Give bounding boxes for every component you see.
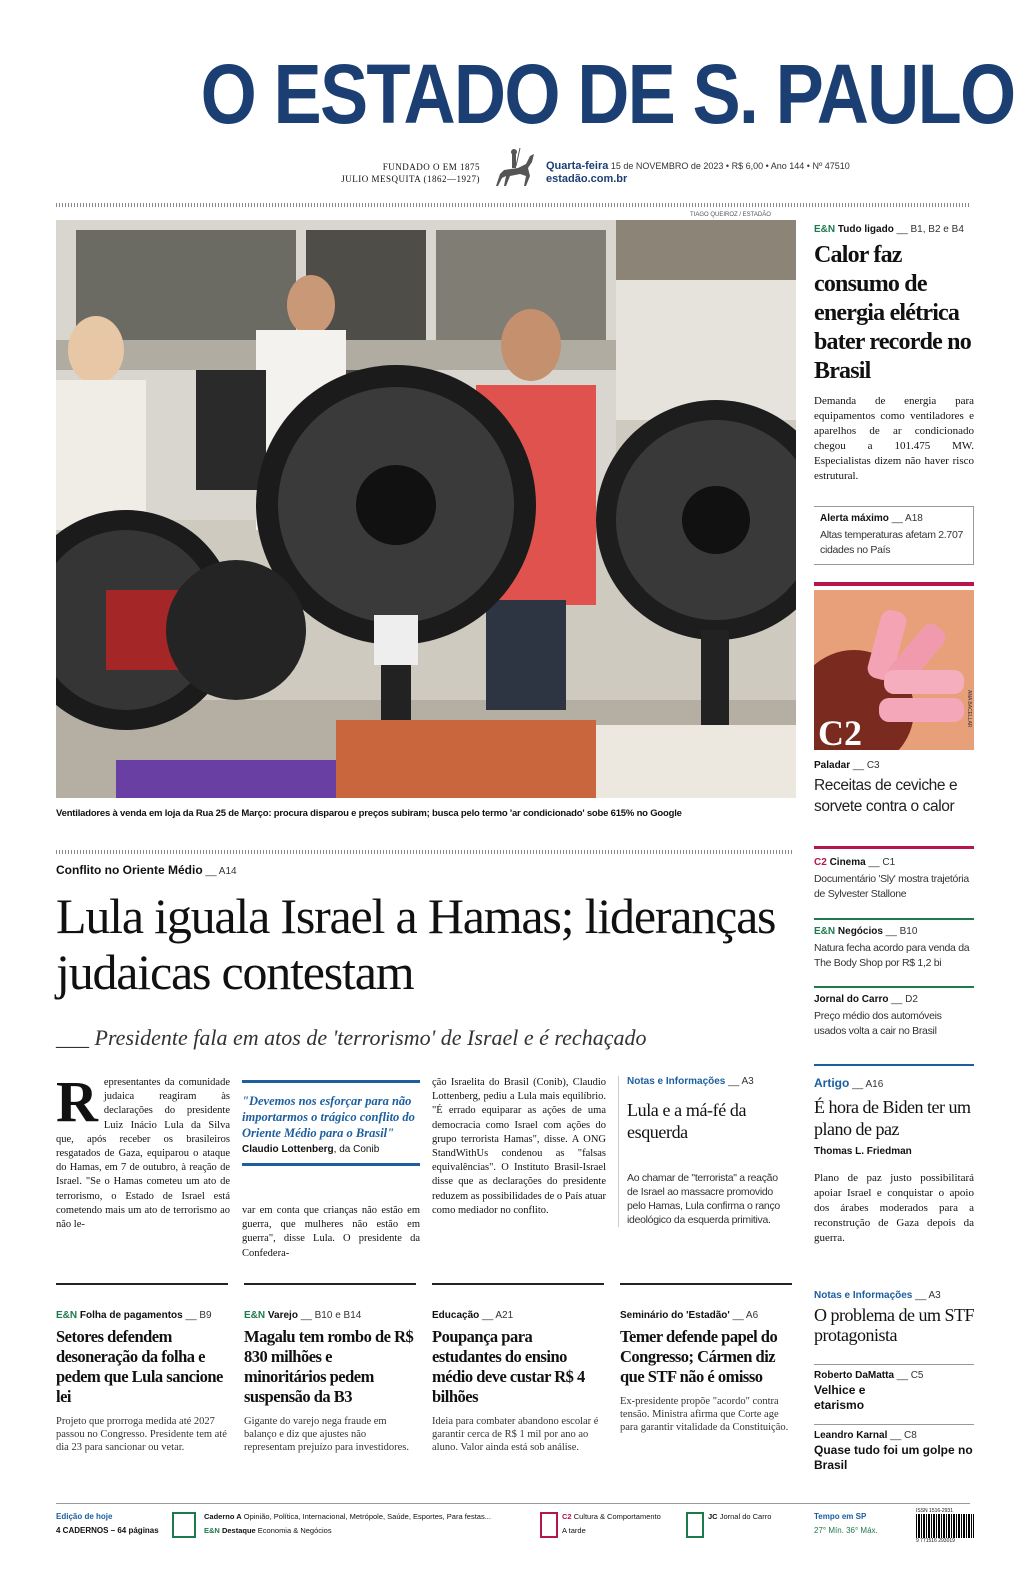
main-deck: ___ Presidente fala em atos de 'terrorismo' de Israel e é rechaçado	[56, 1025, 647, 1050]
story-headline[interactable]: Magalu tem rombo de R$ 830 milhões e minoritários pedem suspensão da B3	[244, 1327, 414, 1406]
right-lead-story[interactable]	[814, 224, 974, 484]
page-ref: __ A14	[205, 866, 237, 877]
section-tag: E&N	[814, 926, 836, 937]
story-headline[interactable]: Lula e a má-fé da esquerda	[627, 1100, 747, 1142]
cinema-story[interactable]	[814, 857, 974, 902]
main-headline[interactable]: Lula iguala Israel a Hamas; lideranças judaicas contestam	[56, 888, 776, 1000]
c2-caderno-icon	[540, 1512, 558, 1538]
quote-attribution: Claudio Lottenberg, da Conib	[242, 1144, 380, 1155]
notas-sidebar[interactable]	[618, 1076, 788, 1227]
page-ref: __ B10 e B14	[300, 1310, 362, 1321]
negocios-divider	[814, 918, 974, 920]
masthead-divider	[56, 203, 970, 207]
artigo-divider	[814, 1064, 974, 1066]
popsicle-photo	[814, 590, 974, 750]
author-name: Thomas L. Friedman	[814, 1146, 912, 1157]
artigo-story[interactable]	[814, 1076, 974, 1246]
story-summary: Plano de paz justo possibilitará apoiar Israel e conquistar o apoio dos árabes moderados para a reconstrução de Gaza depois da guerra.	[814, 1172, 974, 1244]
pull-quote	[242, 1080, 420, 1166]
story-kicker: Educação	[432, 1310, 480, 1321]
column-headline[interactable]: Velhice e etarismo	[814, 1383, 866, 1412]
section-tag: E&N	[56, 1310, 78, 1321]
carro-divider	[814, 986, 974, 988]
columnist-divider	[814, 1424, 974, 1425]
edition-info: Edição de hoje 4 CADERNOS – 64 páginas	[56, 1512, 159, 1535]
karnal-column[interactable]	[814, 1430, 974, 1473]
page-ref: __ B9	[185, 1310, 212, 1321]
masthead	[0, 0, 1024, 200]
main-body-col1: Representantes da comunidade judaica reagiram às declarações do presidente Luiz Inácio Lula da Silva que, após receber os brasileiros resgatados de Gaza, equiparou o ataque do Hamas, em 7 de outubro, à reação de Israel. "Se o Hamas cometeu um ato de terrorismo, o Estado de Israel está cometendo mais um ato de terrorismo ao não le-	[56, 1069, 230, 1231]
story-summary: Ex-presidente propõe "acordo" contra tensão. Ministra afirma que Corte age para garantir vitalidade da Constituição.	[620, 1396, 789, 1433]
page-ref: __ C1	[868, 857, 896, 868]
page-ref: __ A21	[482, 1310, 514, 1321]
main-body-col2: var em conta que crianças não estão em guerra, que mulheres não estão em guerra", disse Lula. O presidente da Confedera-	[242, 1205, 420, 1259]
weather-info: Tempo em SP 27° Mín. 36° Máx.	[814, 1512, 878, 1535]
story-divider	[432, 1283, 604, 1285]
story-kicker: Varejo	[267, 1310, 298, 1321]
lead-photo	[56, 220, 796, 798]
c2-divider	[814, 582, 974, 586]
alert-text: Altas temperaturas afetam 2.707 cidades no País	[820, 529, 964, 556]
story-headline[interactable]: Receitas de ceviche e sorvete contra o calor	[814, 777, 958, 815]
negocios-story[interactable]	[814, 926, 974, 971]
founded-line: FUNDADO O EM 1875 JULIO MESQUITA (1862—1927)	[341, 162, 480, 184]
quote-text: "Devemos nos esforçar para não importarmos o trágico conflito do Oriente Médio para o Brasil"	[242, 1094, 415, 1140]
page-ref: __ B10	[885, 926, 918, 937]
page-ref: __ A6	[732, 1310, 759, 1321]
author-name: Leandro Karnal	[814, 1430, 888, 1441]
story-summary: Gigante do varejo nega fraude em balanço e diz que ajustes não representam prejuízo para investidores.	[244, 1416, 410, 1453]
cinema-divider	[814, 846, 974, 849]
story-kicker: Notas e Informações	[814, 1290, 913, 1301]
main-story-divider	[56, 850, 794, 854]
bottom-story-4[interactable]	[620, 1310, 792, 1434]
bottom-story-1[interactable]	[56, 1310, 228, 1454]
page-ref: __ C3	[852, 760, 880, 771]
story-kicker: Folha de pagamentos	[79, 1310, 183, 1321]
bottom-story-2[interactable]	[244, 1310, 416, 1454]
page-ref: __ A3	[915, 1290, 941, 1301]
story-divider	[620, 1283, 792, 1285]
section-tag: E&N	[814, 224, 836, 235]
page-ref: __ C8	[890, 1430, 917, 1441]
story-text: Documentário 'Sly' mostra trajetória de Sylvester Stallone	[814, 873, 969, 900]
section-tag: C2	[814, 857, 827, 868]
story-kicker: Artigo	[814, 1076, 850, 1090]
jc-caderno-icon	[686, 1512, 704, 1538]
story-summary: Demanda de energia para equipamentos como ventiladores e aparelhos de ar condicionado chegou a 101.475 MW. Especialistas dizem não haver risco estrutural.	[814, 395, 974, 482]
barcode: ISSN 1516-2931 9 771516 293019	[916, 1508, 974, 1548]
jc-caderno-info[interactable]: JC Jornal do Carro	[708, 1512, 772, 1521]
footer-divider	[56, 1503, 970, 1504]
story-divider	[56, 1283, 228, 1285]
story-kicker: Tudo ligado	[837, 224, 894, 235]
story-summary: Projeto que prorroga medida até 2027 passou no Congresso. Presidente tem até dia 23 para sancionar ou vetar.	[56, 1416, 227, 1453]
section-tag: E&N	[244, 1310, 266, 1321]
story-headline[interactable]: Poupança para estudantes do ensino médio deve custar R$ 4 bilhões	[432, 1327, 585, 1406]
carro-story[interactable]	[814, 994, 974, 1039]
story-kicker: Cinema	[829, 857, 866, 868]
notas-story[interactable]	[814, 1290, 974, 1345]
story-kicker: Negócios	[837, 926, 883, 937]
story-headline[interactable]: Setores defendem desoneração da folha e pedem que Lula sancione lei	[56, 1327, 223, 1406]
c2-caderno-info[interactable]: C2 Cultura & Comportamento A tarde	[562, 1512, 661, 1535]
alert-box[interactable]	[814, 506, 974, 565]
story-headline[interactable]: Temer defende papel do Congresso; Cármen diz que STF não é omisso	[620, 1327, 778, 1386]
story-headline[interactable]: É hora de Biden ter um plano de paz	[814, 1097, 971, 1139]
story-divider	[244, 1283, 416, 1285]
page-ref: __ A3	[728, 1076, 754, 1087]
story-text: Natura fecha acordo para venda da The Body Shop por R$ 1,2 bi	[814, 942, 970, 969]
page-ref: __ A16	[852, 1079, 884, 1090]
horseman-logo-icon	[488, 146, 540, 192]
page-ref: __ D2	[891, 994, 918, 1005]
story-kicker: Paladar	[814, 760, 851, 771]
columnist-divider	[814, 1364, 974, 1365]
page-ref: __ B1, B2 e B4	[896, 224, 964, 235]
story-summary: Ideia para combater abandono escolar é garantir cerca de R$ 1 mil por ano ao aluno. Valor ainda está sob análise.	[432, 1416, 599, 1453]
website-link[interactable]: estadão.com.br	[546, 173, 628, 185]
dateline: Quarta-feira 15 de NOVEMBRO de 2023 • R$ 6,00 • Ano 144 • Nº 47510	[546, 160, 850, 172]
fans-photo-illustration	[56, 220, 796, 798]
story-kicker: Jornal do Carro	[814, 994, 889, 1005]
damatta-column[interactable]	[814, 1370, 974, 1413]
story-headline[interactable]: Calor faz consumo de energia elétrica bater recorde no Brasil	[814, 242, 971, 384]
story-text: Ao chamar de "terrorista" a reação de Israel ao massacre promovido pelo Hamas, Lula confirma o ranço ideológico da esquerda primitiva.	[627, 1172, 780, 1226]
story-text: Preço médio dos automóveis usados volta a cair no Brasil	[814, 1010, 942, 1037]
photo-credit: TIAGO QUEIROZ / ESTADÃO	[690, 212, 771, 218]
photo-credit: ANA BACELLAR	[966, 690, 972, 728]
story-kicker: Notas e Informações	[627, 1076, 726, 1087]
column-headline[interactable]: Quase tudo foi um golpe no Brasil	[814, 1443, 973, 1472]
story-kicker: Alerta máximo	[820, 513, 889, 524]
page-ref: __ A18	[891, 513, 923, 524]
bottom-story-3[interactable]	[432, 1310, 604, 1454]
main-kicker: Conflito no Oriente Médio __ A14	[56, 863, 237, 877]
caderno-a-info[interactable]: Caderno A Opinião, Política, Internacional, Metrópole, Saúde, Esportes, Para festas... E&N Destaque Economia & Negócios	[204, 1512, 491, 1535]
dropcap: R	[56, 1069, 98, 1134]
main-body-col3: ção Israelita do Brasil (Conib), Claudio Lottenberg, pediu a Lula mais equilíbrio. "É errado equiparar as ações de uma democracia como Israel com ações do grupo terrorista Hamas", disse. A ONG StandWithUs condenou as "falsas equivalências". O Instituto Brasil-Israel disse que as declarações do presidente reduzem as possibilidades de o País atuar como mediador no conflito.	[432, 1077, 606, 1216]
author-name: Roberto DaMatta	[814, 1370, 895, 1381]
story-kicker: Seminário do 'Estadão'	[620, 1310, 730, 1321]
story-headline[interactable]: O problema de um STF protagonista	[814, 1305, 974, 1345]
newspaper-title: O ESTADO DE S. PAULO	[200, 47, 1015, 141]
barcode-bars	[916, 1514, 974, 1538]
c2-logo: C2	[818, 713, 862, 750]
page-ref: __ C5	[896, 1370, 924, 1381]
paladar-story[interactable]	[814, 760, 974, 817]
caderno-a-icon	[172, 1512, 196, 1538]
photo-caption: Ventiladores à venda em loja da Rua 25 de Março: procura disparou e preços subiram; busca pelo termo 'ar condicionado' sobe 615% no Google	[56, 808, 682, 819]
